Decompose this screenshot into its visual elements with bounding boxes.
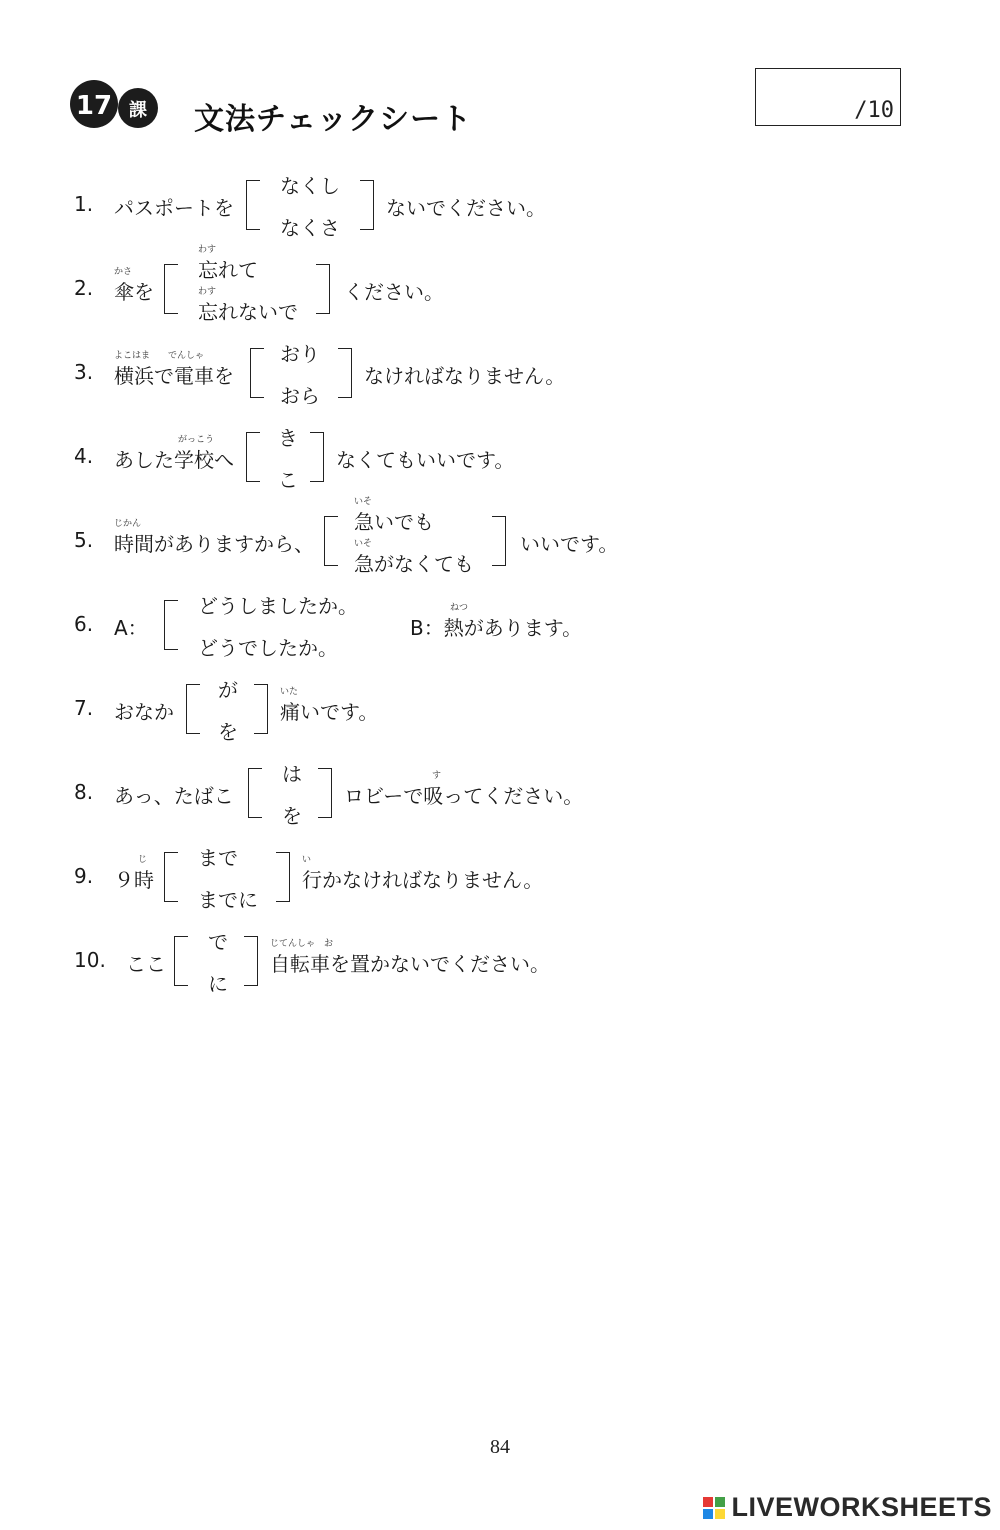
furigana: じかん <box>114 519 142 529</box>
furigana: いた <box>280 687 299 697</box>
lesson-badge-icon <box>66 78 166 130</box>
option-2[interactable]: どうでしたか。 <box>198 636 338 660</box>
svg-text:課: 課 <box>129 100 147 121</box>
bracket-right <box>338 348 352 398</box>
question-number: 5. <box>74 528 94 552</box>
watermark <box>703 1492 992 1523</box>
option-2[interactable]: を <box>218 720 238 744</box>
question-ending: ないでください。 <box>386 196 546 220</box>
bracket-left <box>246 180 260 230</box>
option-1[interactable]: わす 忘れて <box>198 254 258 283</box>
bracket-right <box>244 936 258 986</box>
furigana: わす <box>198 287 217 297</box>
option-1[interactable]: で <box>208 930 228 954</box>
furigana: わす <box>198 245 217 255</box>
bracket-left <box>250 348 264 398</box>
bracket-right <box>318 768 332 818</box>
question-number: 1. <box>74 192 94 216</box>
question-number: 4. <box>74 444 94 468</box>
question-stem: がっこう あした学校へ <box>114 444 234 473</box>
bracket-right <box>254 684 268 734</box>
furigana: じ <box>138 855 148 865</box>
question-number: 7. <box>74 696 94 720</box>
question-ending: なければなりません。 <box>364 364 566 388</box>
question-ending: い 行かなければなりません。 <box>302 864 543 893</box>
option-1[interactable]: どうしましたか。 <box>198 594 358 618</box>
bracket-left <box>248 768 262 818</box>
question-stem: パスポートを <box>114 196 234 220</box>
bracket-right <box>316 264 330 314</box>
question-stem: じ ９時 <box>114 864 154 893</box>
question-ending: いた 痛いです。 <box>280 696 378 725</box>
question-ending: ください。 <box>344 280 444 304</box>
option-2[interactable]: おら <box>280 384 320 408</box>
question-number: 2. <box>74 276 94 300</box>
bracket-left <box>324 516 338 566</box>
question-ending: じてんしゃ お 自転車を置かないでください。 <box>270 948 550 977</box>
question-stem: かさ 傘を <box>114 276 154 305</box>
bracket-left <box>186 684 200 734</box>
question-number: 3. <box>74 360 94 384</box>
question-stem: ここ <box>126 952 166 976</box>
page-title: 文法チェックシート <box>194 102 473 137</box>
option-1[interactable]: が <box>218 678 238 702</box>
option-2[interactable]: に <box>208 972 228 996</box>
watermark-text: LIVEWORKSHEETS <box>731 1492 992 1522</box>
furigana: い <box>302 855 312 865</box>
option-1[interactable]: なくし <box>280 174 340 198</box>
option-2[interactable]: いそ 急がなくても <box>354 548 474 577</box>
question-stem: よこはま でんしゃ 横浜で電車を <box>114 360 234 389</box>
question-stem: おなか <box>114 700 174 724</box>
score-total: /10 <box>854 98 894 123</box>
furigana: す <box>432 771 442 781</box>
furigana: いそ <box>354 539 373 549</box>
furigana: ねつ <box>450 603 469 613</box>
option-2[interactable]: なくさ <box>280 216 340 240</box>
option-1[interactable]: は <box>282 762 302 786</box>
bracket-right <box>310 432 324 482</box>
furigana: がっこう <box>178 435 215 445</box>
bracket-left <box>164 852 178 902</box>
svg-text:17: 17 <box>75 91 113 121</box>
bracket-left <box>174 936 188 986</box>
question-stem: じかん 時間がありますから、 <box>114 528 314 557</box>
question-number: 8. <box>74 780 94 804</box>
bracket-left <box>164 264 178 314</box>
furigana: じてんしゃ お <box>270 939 334 949</box>
bracket-left <box>246 432 260 482</box>
question-stem: A： <box>114 616 148 640</box>
option-1[interactable]: き <box>278 426 298 450</box>
question-stem: あっ、たばこ <box>114 784 234 808</box>
liveworksheets-logo-icon <box>703 1497 725 1521</box>
option-1[interactable]: いそ 急いでも <box>354 506 434 535</box>
question-ending: す ロビーで吸ってください。 <box>344 780 583 809</box>
bracket-left <box>164 600 178 650</box>
option-1[interactable]: おり <box>280 342 320 366</box>
furigana: いそ <box>354 497 373 507</box>
option-2[interactable]: までに <box>198 888 258 912</box>
bracket-right <box>276 852 290 902</box>
question-ending: なくてもいいです。 <box>336 448 515 472</box>
question-number: 6. <box>74 612 94 636</box>
score-box[interactable] <box>755 68 901 126</box>
furigana: かさ <box>114 267 133 277</box>
option-2[interactable]: こ <box>278 468 298 492</box>
option-1[interactable]: まで <box>198 846 238 870</box>
furigana: よこはま でんしゃ <box>114 351 205 361</box>
question-number: 9. <box>74 864 94 888</box>
bracket-right <box>360 180 374 230</box>
page-number: 84 <box>490 1436 510 1458</box>
option-2[interactable]: わす 忘れないで <box>198 296 298 325</box>
question-number: 10. <box>74 948 106 972</box>
option-2[interactable]: を <box>282 804 302 828</box>
question-ending: ねつ B：熱があります。 <box>410 612 582 641</box>
bracket-right <box>492 516 506 566</box>
question-ending: いいです。 <box>520 532 619 556</box>
